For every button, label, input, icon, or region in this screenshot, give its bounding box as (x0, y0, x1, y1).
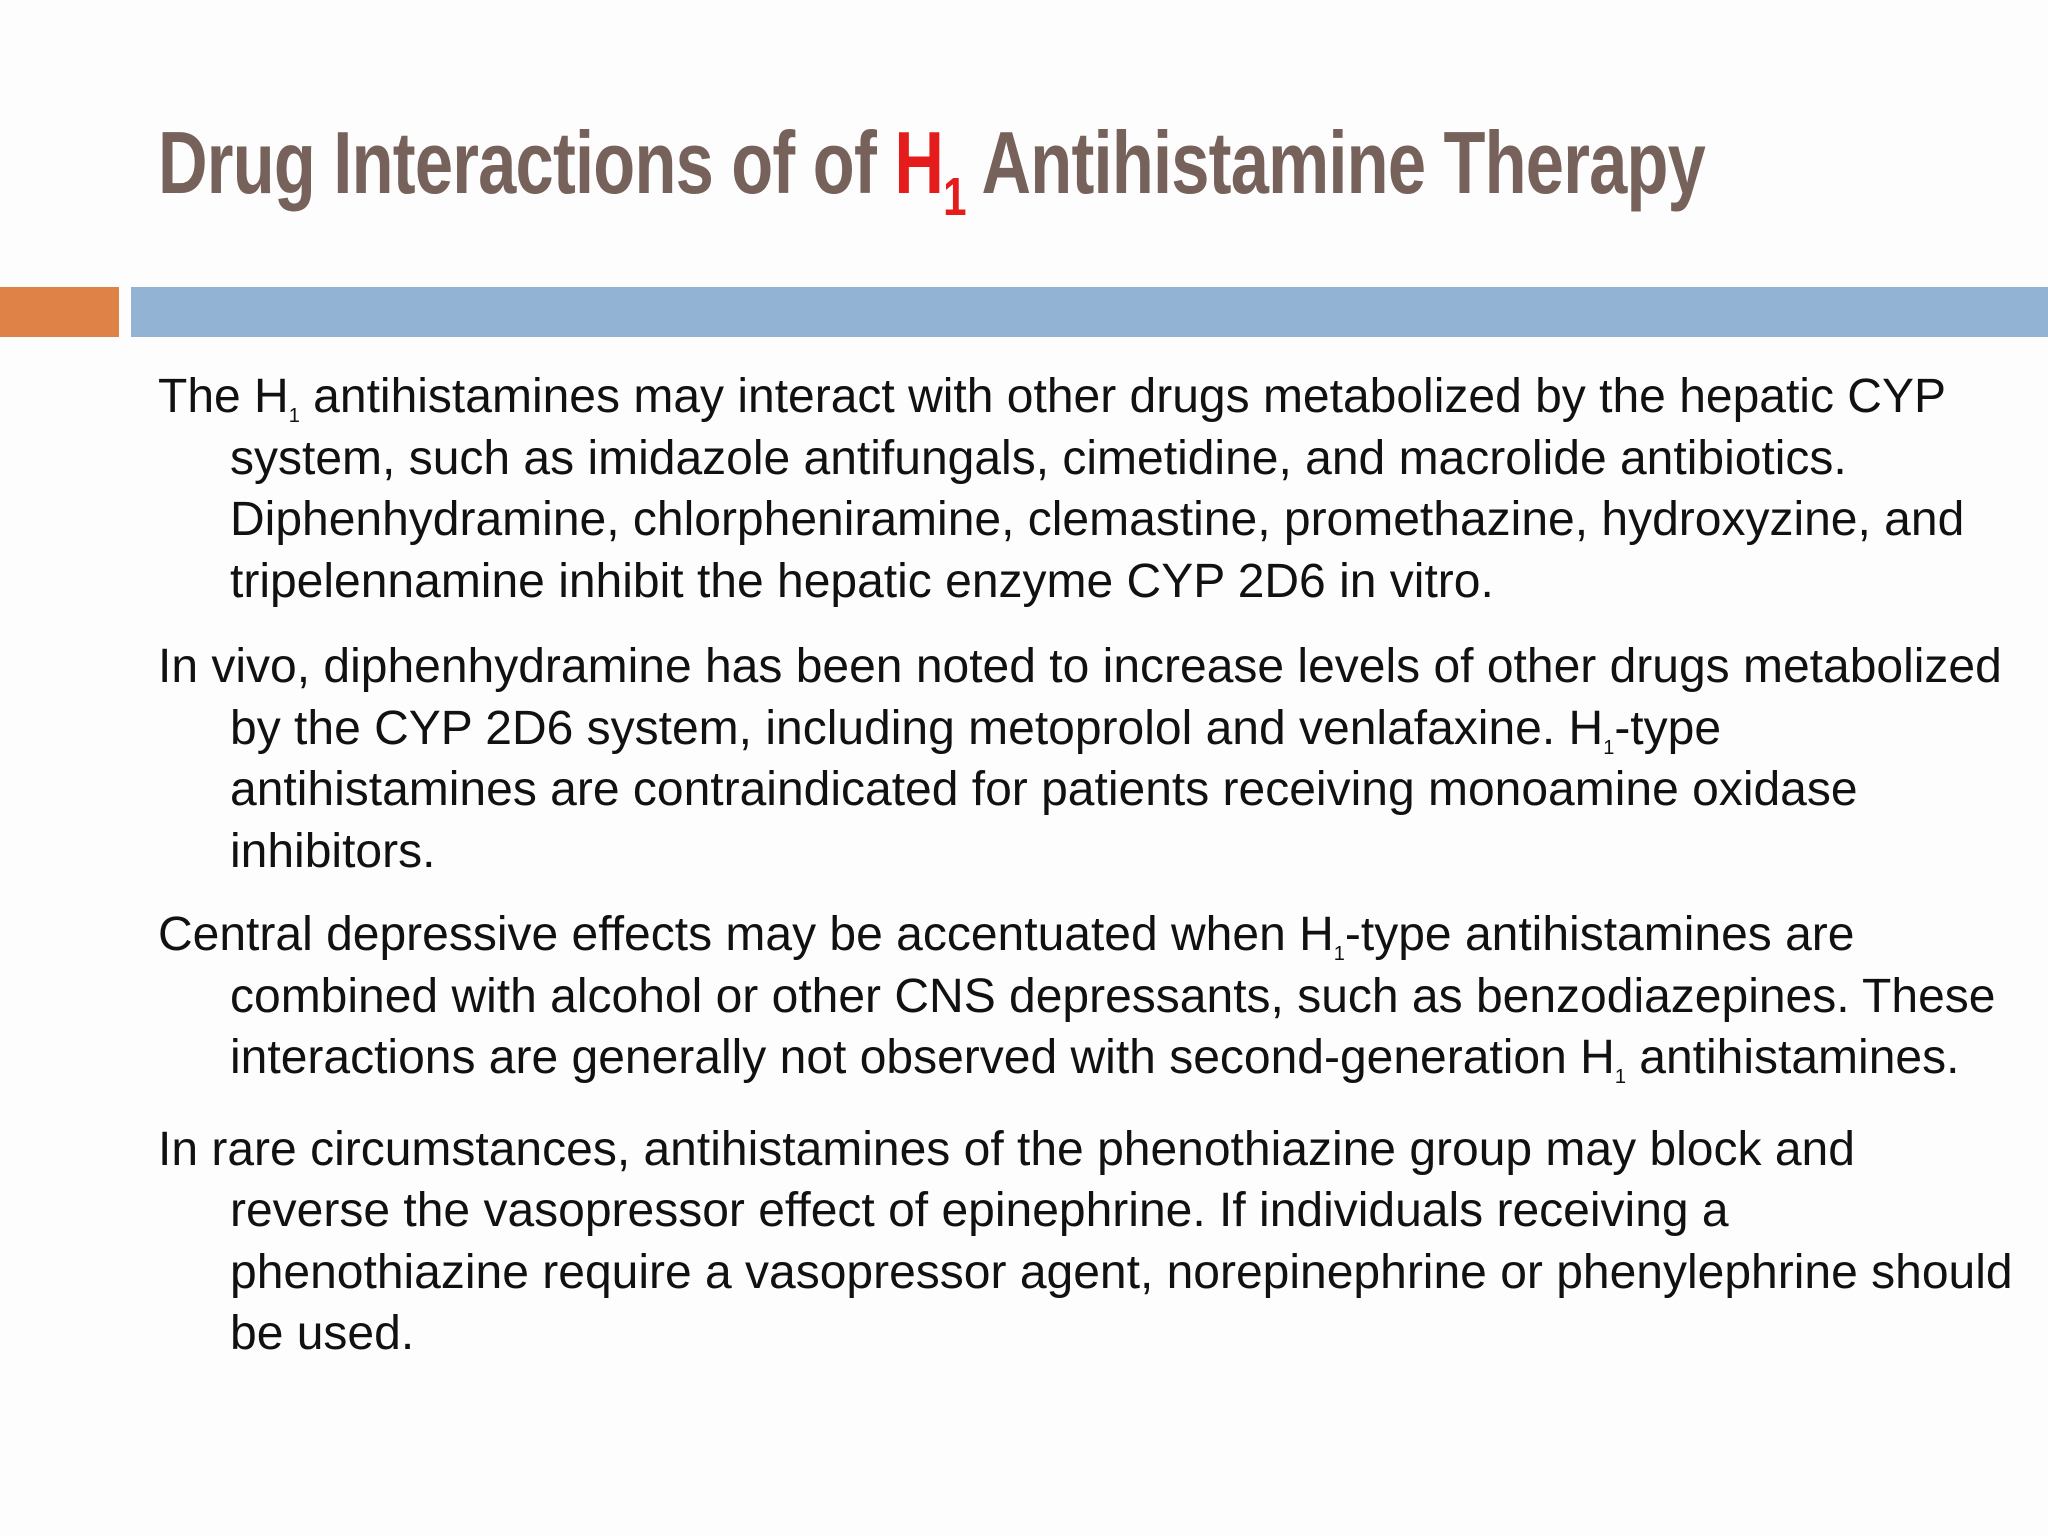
slide-title (158, 108, 1706, 227)
title-text-before: Drug Interactions of of (158, 113, 895, 212)
paragraph-text: -type antihistamines are contraindicated for patients receiving monoamine oxidase inhibitors. (230, 701, 1858, 878)
paragraph-text: In vivo, diphenhydramine has been noted to increase levels of other drugs metabolized by the CYP 2D6 system, including metoprolol and venlafaxine. H (158, 640, 2002, 755)
title-text-after: Antihistamine Therapy (965, 113, 1706, 212)
paragraph-text: antihistamines may interact with other drugs metabolized by the hepatic CYP system, such as imidazole antifungals, cimetidine, and macrolide antibiotics. Diphenhydramine, chlorpheniramine, clemastine, promethazine, hydroxyzine, and tripelennamine inhibit the hepatic enzyme CYP 2D6 in vitro. (230, 370, 1965, 608)
subscript-1: 1 (1614, 1066, 1626, 1088)
paragraph-central-depressive (158, 904, 2028, 1089)
paragraph-text: antihistamines. (1625, 1031, 1960, 1084)
slide-body (158, 366, 2028, 1365)
paragraph-rare-circumstances (158, 1119, 2028, 1365)
paragraph-text: -type antihistamines are combined with alcohol or other CNS depressants, such as benzodiazepines. These interactions are generally not observed with second-generation H (230, 908, 1996, 1084)
subscript-1: 1 (1603, 736, 1615, 759)
paragraph-in-vivo (158, 636, 2028, 882)
paragraph-cyp-interactions (158, 366, 2028, 612)
title-highlight-letter: H (894, 113, 944, 212)
paragraph-text: In rare circumstances, antihistamines of the phenothiazine group may block and reverse the vasopressor effect of epinephrine. If individuals receiving a phenothiazine require a vasopressor agent, norepinephrine or phenylephrine should be used. (158, 1122, 2013, 1360)
title-highlight-subscript: 1 (943, 167, 966, 227)
orange-accent-block (0, 287, 119, 337)
paragraph-text: Central depressive effects may be accentuated when H (158, 908, 1334, 961)
title-highlight-h1 (894, 113, 966, 227)
blue-header-bar (131, 287, 2048, 337)
subscript-1: 1 (1333, 943, 1345, 965)
paragraph-text: The H (158, 370, 289, 423)
subscript-1: 1 (288, 405, 300, 427)
